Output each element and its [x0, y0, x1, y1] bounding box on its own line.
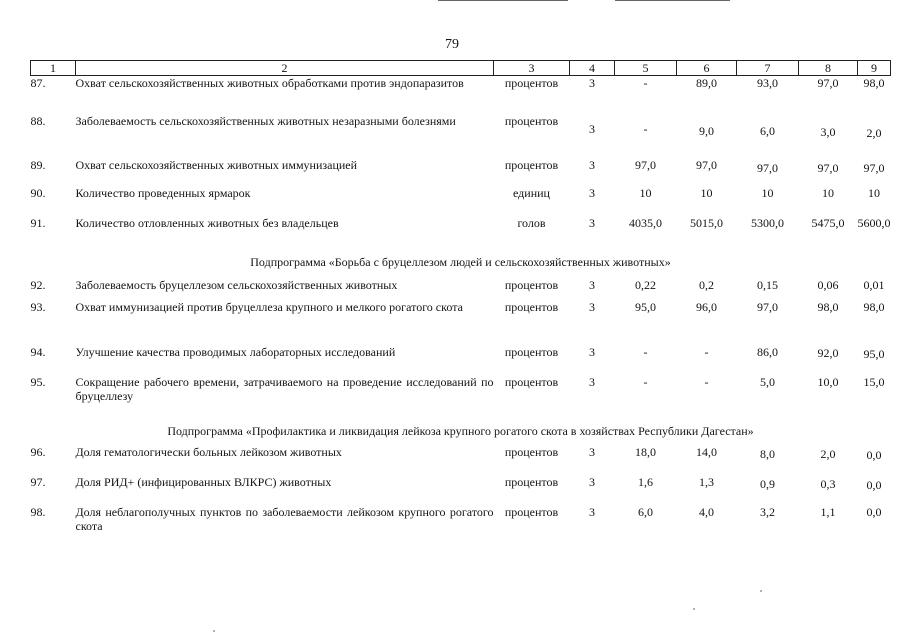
value-cell-col-9: 0,0: [866, 447, 882, 462]
table-row: [31, 505, 891, 541]
value-cell-col-6: 10: [700, 185, 713, 200]
value-cell-col-5: -: [643, 344, 648, 359]
indicator-name: Доля гематологически больных лейкозом животных: [75, 444, 342, 459]
table-row: [31, 158, 891, 186]
indicator-name: Количество проведенных ярмарок: [75, 185, 251, 200]
value-cell-col-6: 1,3: [699, 474, 714, 489]
value-cell-col-8: 98,0: [817, 299, 839, 314]
value-cell-col-6: 14,0: [696, 444, 717, 459]
indicator-name: Улучшение качества проводимых лабораторных исследований: [75, 344, 396, 359]
value-cell-col-9: 2,0: [866, 125, 882, 140]
value-cell-col-7: 5300,0: [751, 215, 784, 230]
table-row: [31, 375, 891, 417]
value-cell-col-7: 93,0: [757, 76, 778, 90]
table-row: [31, 345, 891, 375]
column-header-5: 5: [615, 61, 677, 76]
row-number: 91.: [30, 215, 46, 230]
value-cell-col-9: 0,0: [866, 504, 882, 519]
value-cell-col-9: 10: [868, 185, 880, 200]
value-cell-col-4: 3: [589, 504, 595, 519]
value-cell-col-5: 4035,0: [629, 215, 662, 230]
value-cell-col-4: 3: [589, 215, 595, 230]
value-cell-col-5: 95,0: [635, 299, 656, 314]
value-cell-col-6: 89,0: [696, 76, 717, 90]
value-cell-col-7: 5,0: [760, 374, 775, 389]
subprogram-title: Подпрограмма «Профилактика и ликвидация лейкоза крупного рогатого скота в хозяйствах Республики Дагестан»: [167, 423, 754, 438]
scan-speck: [693, 608, 695, 610]
indicator-name: Доля РИД+ (инфицированных ВЛКРС) животных: [75, 474, 332, 489]
value-cell-col-8: 2,0: [820, 446, 836, 461]
table-body: [31, 76, 891, 541]
value-cell-col-4: 3: [589, 157, 595, 172]
value-cell-col-8: 5475,0: [811, 215, 845, 230]
table-row: [31, 186, 891, 216]
row-number: 96.: [30, 444, 46, 459]
value-cell-col-7: 0,15: [757, 277, 778, 292]
unit-cell: процентов: [504, 113, 559, 128]
value-cell-col-8: 1,1: [820, 504, 836, 519]
table-row: [31, 445, 891, 475]
scan-edge-line-left: [438, 0, 568, 1]
value-cell-col-4: 3: [589, 185, 595, 200]
value-cell-col-7: 10: [761, 185, 774, 200]
indicator-name: Охват сельскохозяйственных животных обработками против эндопаразитов: [75, 76, 464, 90]
indicator-name: Доля неблагополучных пунктов по заболеваемости лейкозом крупного рогатого скота: [75, 504, 494, 533]
row-number: 93.: [30, 299, 46, 314]
value-cell-col-4: 3: [589, 121, 595, 136]
table-row: [31, 114, 891, 158]
row-number: 98.: [30, 504, 46, 519]
subprogram-heading-row: [31, 417, 891, 445]
unit-cell: процентов: [504, 474, 559, 489]
value-cell-col-7: 86,0: [757, 344, 778, 359]
value-cell-col-4: 3: [589, 76, 595, 90]
value-cell-col-5: -: [643, 374, 648, 389]
value-cell-col-4: 3: [589, 277, 595, 292]
value-cell-col-5: -: [643, 121, 648, 136]
value-cell-col-7: 0,9: [760, 476, 775, 491]
value-cell-col-4: 3: [589, 299, 595, 314]
table-row: [31, 475, 891, 505]
value-cell-col-4: 3: [589, 474, 595, 489]
indicator-name: Заболеваемость бруцеллезом сельскохозяйственных животных: [75, 277, 398, 292]
row-number: 88.: [30, 113, 46, 128]
value-cell-col-9: 0,01: [863, 277, 885, 292]
unit-cell: процентов: [504, 299, 559, 314]
unit-cell: процентов: [504, 277, 559, 292]
unit-cell: процентов: [504, 374, 559, 389]
column-header-2: 2: [76, 61, 494, 76]
subprogram-title: Подпрограмма «Борьба с бруцеллезом людей и сельскохозяйственных животных»: [250, 254, 671, 269]
indicator-table: [30, 60, 891, 541]
value-cell-col-6: 4,0: [699, 504, 714, 519]
value-cell-col-5: 6,0: [638, 504, 653, 519]
value-cell-col-7: 97,0: [757, 160, 778, 175]
unit-cell: процентов: [504, 157, 559, 172]
value-cell-col-9: 0,0: [866, 477, 882, 492]
unit-cell: единиц: [513, 185, 550, 200]
value-cell-col-9: 15,0: [863, 374, 885, 389]
unit-cell: процентов: [504, 344, 559, 359]
value-cell-col-7: 97,0: [757, 299, 778, 314]
column-header-4: 4: [570, 61, 615, 76]
column-header-7: 7: [737, 61, 799, 76]
value-cell-col-6: -: [704, 344, 709, 359]
row-number: 90.: [30, 185, 46, 200]
indicator-name: Охват сельскохозяйственных животных иммунизацией: [75, 157, 358, 172]
row-number: 89.: [30, 157, 46, 172]
row-number: 92.: [30, 277, 46, 292]
row-number: 87.: [30, 76, 46, 90]
value-cell-col-5: 1,6: [638, 474, 653, 489]
value-cell-col-4: 3: [589, 344, 595, 359]
value-cell-col-7: 3,2: [760, 504, 775, 519]
value-cell-col-8: 97,0: [817, 76, 839, 90]
row-number: 97.: [30, 474, 46, 489]
header-row: [31, 61, 891, 76]
column-header-1: 1: [31, 61, 76, 76]
indicator-name: Количество отловленных животных без владельцев: [75, 215, 339, 230]
table-row: [31, 300, 891, 345]
value-cell-col-8: 10: [822, 185, 834, 200]
value-cell-col-5: 18,0: [635, 444, 656, 459]
scan-edge-line-right: [615, 0, 730, 1]
indicator-name: Заболеваемость сельскохозяйственных животных незаразными болезнями: [75, 113, 456, 128]
value-cell-col-4: 3: [589, 444, 595, 459]
row-number: 94.: [30, 344, 46, 359]
value-cell-col-9: 97,0: [863, 160, 885, 175]
value-cell-col-4: 3: [589, 374, 595, 389]
scan-speck: [760, 590, 762, 592]
value-cell-col-7: 8,0: [760, 446, 775, 461]
row-number: 95.: [30, 374, 46, 389]
table-row: [31, 216, 891, 246]
column-header-9: 9: [858, 61, 891, 76]
value-cell-col-5: -: [643, 76, 648, 90]
column-header-3: 3: [494, 61, 570, 76]
value-cell-col-6: 9,0: [699, 123, 714, 138]
unit-cell: процентов: [504, 444, 559, 459]
subprogram-heading-row: [31, 246, 891, 278]
value-cell-col-8: 92,0: [817, 345, 839, 360]
column-header-8: 8: [799, 61, 858, 76]
value-cell-col-8: 97,0: [817, 160, 839, 175]
value-cell-col-6: 97,0: [696, 157, 717, 172]
scan-speck: [213, 630, 215, 632]
indicator-name: Сокращение рабочего времени, затрачиваемого на проведение исследований по бруцеллезу: [75, 374, 494, 403]
value-cell-col-5: 10: [639, 185, 652, 200]
value-cell-col-9: 95,0: [863, 346, 885, 361]
value-cell-col-8: 3,0: [820, 124, 836, 139]
table-row: [31, 278, 891, 300]
value-cell-col-5: 0,22: [635, 277, 656, 292]
unit-cell: процентов: [504, 76, 559, 90]
column-header-6: 6: [677, 61, 737, 76]
page-number: 79: [445, 37, 459, 52]
value-cell-col-6: 0,2: [699, 277, 714, 292]
value-cell-col-9: 5600,0: [857, 215, 891, 230]
value-cell-col-8: 0,06: [817, 277, 839, 292]
indicator-table-wrap: [30, 60, 890, 541]
unit-cell: процентов: [504, 504, 559, 519]
value-cell-col-8: 10,0: [817, 374, 839, 389]
value-cell-col-8: 0,3: [820, 476, 836, 491]
value-cell-col-7: 6,0: [760, 123, 775, 138]
value-cell-col-6: -: [704, 374, 709, 389]
unit-cell: голов: [517, 215, 546, 230]
value-cell-col-6: 96,0: [696, 299, 717, 314]
value-cell-col-5: 97,0: [635, 157, 656, 172]
value-cell-col-9: 98,0: [863, 76, 885, 90]
value-cell-col-9: 98,0: [863, 299, 885, 314]
value-cell-col-6: 5015,0: [690, 215, 723, 230]
table-row: [31, 76, 891, 114]
indicator-name: Охват иммунизацией против бруцеллеза крупного и мелкого рогатого скота: [75, 299, 463, 314]
